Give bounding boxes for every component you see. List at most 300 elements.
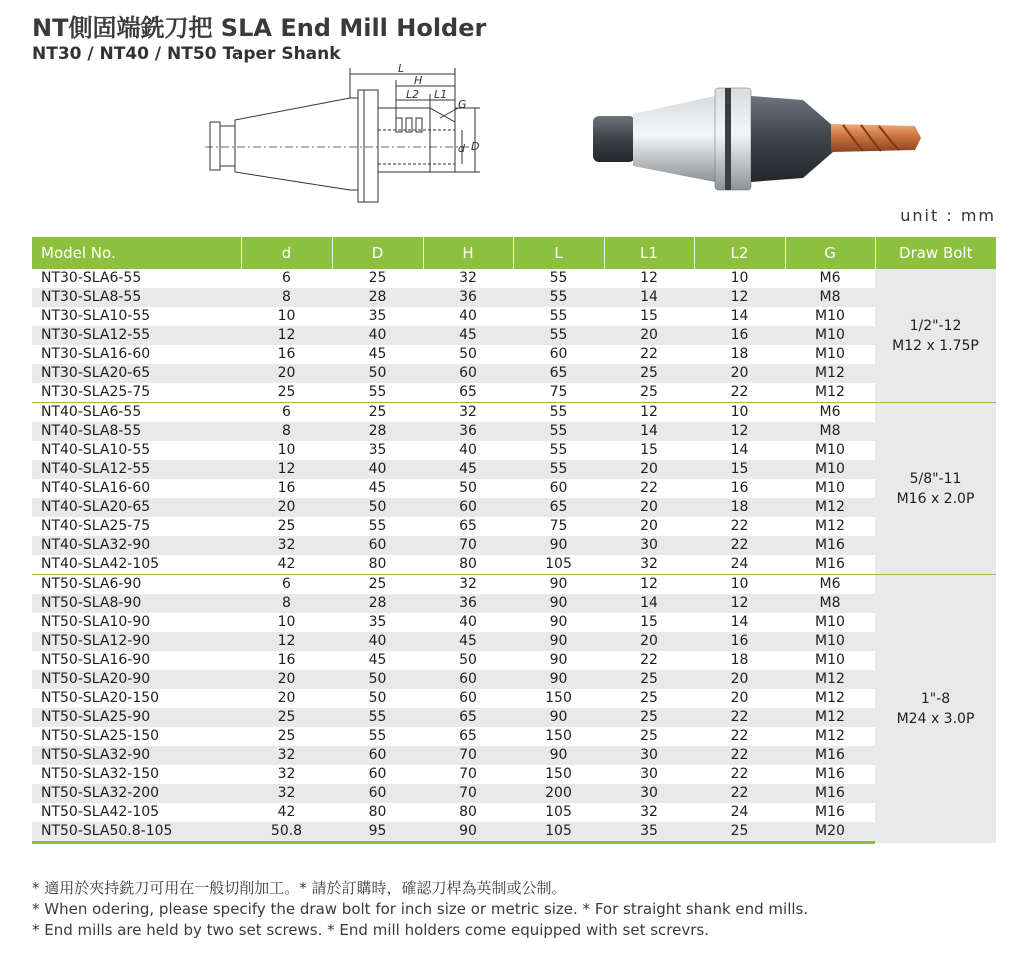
model-cell: NT50-SLA32-90 [32, 746, 241, 765]
model-cell: NT40-SLA42-105 [41, 556, 160, 572]
d-cell: 32 [241, 784, 332, 803]
L-cell: 55 [549, 308, 568, 324]
H-cell: 40 [459, 442, 477, 458]
draw-bolt-cell [875, 403, 996, 575]
L-cell: 90 [513, 536, 604, 555]
D-cell: 50 [368, 690, 387, 706]
L2-cell: 18 [730, 652, 749, 668]
L1-cell: 20 [604, 326, 694, 345]
L-cell: 75 [549, 518, 568, 534]
D-cell: 40 [332, 326, 423, 345]
G-cell: M8 [785, 422, 875, 441]
L2-cell: 10 [694, 403, 785, 423]
H-cell: 32 [423, 575, 513, 595]
H-cell: 45 [423, 632, 513, 651]
L-cell: 90 [513, 594, 604, 613]
model-cell: NT50-SLA32-150 [41, 766, 160, 782]
table-row [32, 822, 996, 843]
dim-label-H: H [414, 74, 423, 87]
D-cell: 35 [368, 442, 387, 458]
model-cell: NT40-SLA6-55 [32, 403, 241, 423]
D-cell: 95 [332, 822, 423, 843]
L-cell: 90 [513, 746, 604, 765]
table-row [32, 479, 996, 498]
H-cell: 90 [423, 822, 513, 843]
H-cell: 36 [423, 594, 513, 613]
d-cell: 42 [277, 556, 296, 572]
d-cell: 32 [277, 766, 296, 782]
H-cell: 50 [459, 480, 477, 496]
page-title: NT側固端銑刀把 SLA End Mill Holder [32, 14, 487, 42]
d-cell: 25 [277, 728, 296, 744]
table-row [32, 784, 996, 803]
G-cell: M10 [815, 614, 845, 630]
G-cell: M12 [815, 728, 845, 744]
table-row [32, 307, 996, 326]
L1-cell: 12 [604, 575, 694, 595]
model-cell: NT50-SLA6-90 [32, 575, 241, 595]
G-cell: M10 [815, 346, 845, 362]
H-cell: 36 [423, 422, 513, 441]
photo-flange [715, 88, 751, 190]
L-cell: 105 [513, 822, 604, 843]
H-cell: 70 [423, 536, 513, 555]
G-cell: M10 [785, 326, 875, 345]
drawing-flange [358, 90, 378, 202]
L-cell: 150 [545, 728, 572, 744]
d-cell: 20 [241, 498, 332, 517]
d-cell: 25 [277, 384, 296, 400]
G-cell: M8 [785, 594, 875, 613]
L2-cell: 22 [730, 728, 749, 744]
table-row [32, 746, 996, 765]
H-cell: 70 [423, 784, 513, 803]
L2-cell: 14 [730, 308, 749, 324]
page-subtitle: NT30 / NT40 / NT50 Taper Shank [32, 44, 341, 64]
H-cell: 32 [423, 403, 513, 423]
G-cell: M16 [815, 556, 845, 572]
d-cell: 8 [241, 422, 332, 441]
D-cell: 50 [332, 498, 423, 517]
d-cell: 6 [241, 575, 332, 595]
L2-cell: 24 [730, 804, 749, 820]
L-cell: 65 [513, 498, 604, 517]
G-cell: M16 [785, 784, 875, 803]
L1-cell: 15 [640, 308, 658, 324]
L2-cell: 22 [730, 766, 749, 782]
G-cell: M6 [819, 270, 841, 286]
model-cell: NT50-SLA10-90 [41, 614, 151, 630]
draw-bolt-cell [875, 269, 996, 403]
L2-cell: 12 [694, 422, 785, 441]
d-cell: 10 [277, 308, 296, 324]
G-cell: M16 [785, 746, 875, 765]
L2-cell: 10 [730, 270, 749, 286]
table-row [32, 383, 996, 403]
L1-cell: 30 [640, 766, 658, 782]
draw-bolt-cell [875, 575, 996, 843]
d-cell: 10 [277, 442, 296, 458]
L2-cell: 18 [694, 498, 785, 517]
G-cell: M12 [815, 690, 845, 706]
L1-cell: 22 [640, 346, 658, 362]
L2-cell: 20 [694, 670, 785, 689]
L2-cell: 14 [730, 442, 749, 458]
table-row [32, 403, 996, 423]
col-header-D: D [332, 237, 423, 269]
product-photo [585, 78, 925, 198]
table-row [32, 326, 996, 345]
L1-cell: 25 [640, 690, 658, 706]
d-cell: 12 [241, 326, 332, 345]
model-cell: NT40-SLA10-55 [41, 442, 151, 458]
col-header-draw-bolt: Draw Bolt [875, 237, 996, 269]
d-cell: 20 [277, 690, 296, 706]
D-cell: 40 [332, 460, 423, 479]
H-cell: 65 [459, 518, 477, 534]
L1-cell: 25 [604, 708, 694, 727]
table-row [32, 288, 996, 307]
D-cell: 55 [368, 384, 387, 400]
dim-label-L2: L2 [406, 88, 420, 101]
H-cell: 70 [423, 746, 513, 765]
H-cell: 50 [459, 652, 477, 668]
model-cell: NT50-SLA12-90 [32, 632, 241, 651]
D-cell: 60 [332, 746, 423, 765]
col-header-L: L [513, 237, 604, 269]
L-cell: 90 [513, 670, 604, 689]
G-cell: M12 [815, 384, 845, 400]
D-cell: 50 [332, 364, 423, 383]
L1-cell: 20 [640, 518, 658, 534]
D-cell: 55 [368, 518, 387, 534]
H-cell: 65 [459, 384, 477, 400]
G-cell: M10 [815, 442, 845, 458]
L2-cell: 15 [694, 460, 785, 479]
L1-cell: 22 [640, 652, 658, 668]
D-cell: 45 [368, 480, 387, 496]
G-cell: M6 [785, 403, 875, 423]
H-cell: 60 [423, 670, 513, 689]
col-header-G: G [785, 237, 875, 269]
H-cell: 60 [423, 364, 513, 383]
notes [32, 878, 808, 941]
model-cell: NT40-SLA20-65 [32, 498, 241, 517]
L-cell: 105 [545, 556, 572, 572]
table-row [32, 594, 996, 613]
D-cell: 25 [332, 403, 423, 423]
L2-cell: 25 [694, 822, 785, 843]
D-cell: 28 [332, 288, 423, 307]
G-cell: M10 [785, 460, 875, 479]
H-cell: 32 [459, 270, 477, 286]
d-cell: 12 [241, 460, 332, 479]
dim-label-d: d [458, 142, 465, 155]
table-row [32, 613, 996, 632]
D-cell: 35 [368, 614, 387, 630]
col-header-H: H [423, 237, 513, 269]
G-cell: M12 [815, 518, 845, 534]
L1-cell: 32 [640, 804, 658, 820]
D-cell: 40 [332, 632, 423, 651]
model-cell: NT30-SLA16-60 [41, 346, 151, 362]
G-cell: M10 [785, 632, 875, 651]
L2-cell: 22 [730, 518, 749, 534]
H-cell: 65 [423, 708, 513, 727]
G-cell: M16 [785, 536, 875, 555]
spec-table [32, 237, 996, 844]
dim-label-G: G [458, 98, 467, 111]
model-cell: NT40-SLA16-60 [41, 480, 151, 496]
model-cell: NT40-SLA25-75 [41, 518, 151, 534]
L1-cell: 30 [604, 746, 694, 765]
d-cell: 25 [277, 518, 296, 534]
L2-cell: 20 [694, 364, 785, 383]
model-cell: NT30-SLA6-55 [41, 270, 142, 286]
G-cell: M8 [785, 288, 875, 307]
spec-table-body [32, 269, 996, 843]
d-cell: 12 [241, 632, 332, 651]
d-cell: 50.8 [241, 822, 332, 843]
L2-cell: 22 [730, 384, 749, 400]
L2-cell: 22 [694, 536, 785, 555]
H-cell: 80 [459, 556, 477, 572]
L-cell: 55 [549, 442, 568, 458]
table-row [32, 689, 996, 708]
note-line: * 適用於夾持銑刀可用在一般切削加工。* 請於訂購時，確認刀桿為英制或公制。 [32, 879, 567, 897]
col-header-L2: L2 [694, 237, 785, 269]
G-cell: M12 [785, 498, 875, 517]
H-cell: 36 [423, 288, 513, 307]
dim-label-D: D [471, 140, 480, 153]
D-cell: 80 [368, 804, 387, 820]
D-cell: 60 [332, 536, 423, 555]
L1-cell: 12 [604, 403, 694, 423]
model-cell: NT50-SLA25-150 [41, 728, 160, 744]
L1-cell: 25 [640, 384, 658, 400]
D-cell: 28 [332, 594, 423, 613]
D-cell: 45 [368, 346, 387, 362]
L-cell: 150 [545, 690, 572, 706]
draw-bolt-line: 1/2"-12 [909, 317, 962, 334]
G-cell: M16 [815, 766, 845, 782]
d-cell: 6 [241, 403, 332, 423]
table-row [32, 670, 996, 689]
D-cell: 45 [368, 652, 387, 668]
table-row [32, 498, 996, 517]
G-cell: M10 [815, 308, 845, 324]
drawing-shank-outline [210, 98, 358, 126]
L-cell: 90 [549, 614, 568, 630]
H-cell: 45 [423, 460, 513, 479]
model-cell: NT30-SLA20-65 [32, 364, 241, 383]
d-cell: 25 [241, 708, 332, 727]
L2-cell: 12 [694, 594, 785, 613]
L1-cell: 25 [604, 364, 694, 383]
table-row [32, 422, 996, 441]
L2-cell: 10 [694, 575, 785, 595]
model-cell: NT30-SLA12-55 [32, 326, 241, 345]
draw-bolt-line: M16 x 2.0P [896, 490, 975, 507]
col-header-model: Model No. [32, 237, 241, 269]
L-cell: 150 [545, 766, 572, 782]
H-cell: 45 [423, 326, 513, 345]
d-cell: 10 [277, 614, 296, 630]
L-cell: 55 [513, 326, 604, 345]
L-cell: 105 [545, 804, 572, 820]
L1-cell: 30 [604, 784, 694, 803]
table-row [32, 803, 996, 822]
draw-bolt-line: M12 x 1.75P [892, 337, 979, 354]
G-cell: M20 [785, 822, 875, 843]
table-header-row [32, 237, 996, 269]
d-cell: 8 [241, 288, 332, 307]
L1-cell: 20 [604, 498, 694, 517]
d-cell: 32 [241, 746, 332, 765]
D-cell: 35 [368, 308, 387, 324]
D-cell: 80 [368, 556, 387, 572]
model-cell: NT50-SLA25-90 [32, 708, 241, 727]
L1-cell: 22 [640, 480, 658, 496]
draw-bolt-line: M24 x 3.0P [896, 710, 975, 727]
L-cell: 60 [549, 480, 568, 496]
table-row [32, 651, 996, 670]
model-cell: NT40-SLA8-55 [32, 422, 241, 441]
d-cell: 42 [277, 804, 296, 820]
G-cell: M12 [785, 364, 875, 383]
model-cell: NT50-SLA8-90 [32, 594, 241, 613]
L2-cell: 20 [730, 690, 749, 706]
D-cell: 60 [368, 766, 387, 782]
L2-cell: 24 [730, 556, 749, 572]
H-cell: 50 [459, 346, 477, 362]
L1-cell: 30 [604, 536, 694, 555]
d-cell: 8 [241, 594, 332, 613]
L1-cell: 12 [640, 270, 658, 286]
H-cell: 70 [459, 766, 477, 782]
L1-cell: 25 [640, 728, 658, 744]
table-row [32, 555, 996, 575]
G-cell: M6 [785, 575, 875, 595]
L2-cell: 16 [694, 326, 785, 345]
D-cell: 60 [332, 784, 423, 803]
note-line: * When odering, please specify the draw bolt for inch size or metric size. * For straight shank end mills. [32, 900, 809, 918]
L2-cell: 12 [694, 288, 785, 307]
d-cell: 20 [241, 670, 332, 689]
model-cell: NT30-SLA25-75 [41, 384, 151, 400]
L-cell: 90 [513, 632, 604, 651]
L2-cell: 18 [730, 346, 749, 362]
L-cell: 75 [549, 384, 568, 400]
D-cell: 28 [332, 422, 423, 441]
model-cell: NT50-SLA32-200 [32, 784, 241, 803]
L-cell: 55 [513, 288, 604, 307]
table-row [32, 460, 996, 479]
L-cell: 55 [513, 422, 604, 441]
L-cell: 90 [513, 575, 604, 595]
D-cell: 50 [332, 670, 423, 689]
L1-cell: 35 [604, 822, 694, 843]
d-cell: 6 [282, 270, 291, 286]
L1-cell: 25 [604, 670, 694, 689]
table-row [32, 632, 996, 651]
G-cell: M16 [815, 804, 845, 820]
H-cell: 65 [459, 728, 477, 744]
model-cell: NT50-SLA20-90 [32, 670, 241, 689]
L1-cell: 32 [640, 556, 658, 572]
d-cell: 16 [277, 652, 296, 668]
table-row [32, 765, 996, 784]
dim-label-L: L [398, 62, 405, 75]
L-cell: 65 [513, 364, 604, 383]
dim-label-L1: L1 [434, 88, 448, 101]
model-cell: NT50-SLA16-90 [41, 652, 151, 668]
table-row [32, 345, 996, 364]
L2-cell: 22 [694, 784, 785, 803]
H-cell: 60 [459, 690, 477, 706]
L1-cell: 14 [604, 422, 694, 441]
L1-cell: 20 [604, 460, 694, 479]
col-header-L1: L1 [604, 237, 694, 269]
L-cell: 200 [513, 784, 604, 803]
d-cell: 16 [277, 480, 296, 496]
D-cell: 25 [368, 270, 387, 286]
H-cell: 40 [459, 614, 477, 630]
d-cell: 32 [241, 536, 332, 555]
L-cell: 90 [549, 652, 568, 668]
G-cell: M10 [815, 480, 845, 496]
model-cell: NT30-SLA8-55 [32, 288, 241, 307]
D-cell: 55 [332, 708, 423, 727]
note-line: * End mills are held by two set screws. * End mill holders come equipped with set screvrs. [32, 921, 709, 939]
model-cell: NT50-SLA20-150 [41, 690, 160, 706]
table-row [32, 536, 996, 555]
L1-cell: 14 [604, 594, 694, 613]
technical-drawing [200, 60, 500, 210]
L2-cell: 16 [730, 480, 749, 496]
D-cell: 25 [332, 575, 423, 595]
photo-nose [751, 96, 833, 182]
G-cell: M10 [815, 652, 845, 668]
photo-taper [633, 96, 715, 182]
L-cell: 60 [549, 346, 568, 362]
L-cell: 55 [513, 460, 604, 479]
table-row [32, 441, 996, 460]
photo-retention-knob [593, 116, 635, 162]
L2-cell: 22 [694, 708, 785, 727]
table-row [32, 364, 996, 383]
model-cell: NT40-SLA32-90 [32, 536, 241, 555]
col-header-d: d [241, 237, 332, 269]
L2-cell: 14 [730, 614, 749, 630]
d-cell: 20 [241, 364, 332, 383]
L-cell: 55 [513, 403, 604, 423]
H-cell: 60 [423, 498, 513, 517]
table-row [32, 575, 996, 595]
H-cell: 40 [459, 308, 477, 324]
model-cell: NT50-SLA50.8-105 [32, 822, 241, 843]
L1-cell: 14 [604, 288, 694, 307]
table-row [32, 517, 996, 536]
H-cell: 80 [459, 804, 477, 820]
L2-cell: 22 [694, 746, 785, 765]
G-cell: M12 [785, 670, 875, 689]
table-row [32, 708, 996, 727]
draw-bolt-line: 5/8"-11 [909, 470, 962, 487]
L1-cell: 15 [640, 442, 658, 458]
d-cell: 16 [277, 346, 296, 362]
model-cell: NT40-SLA12-55 [32, 460, 241, 479]
